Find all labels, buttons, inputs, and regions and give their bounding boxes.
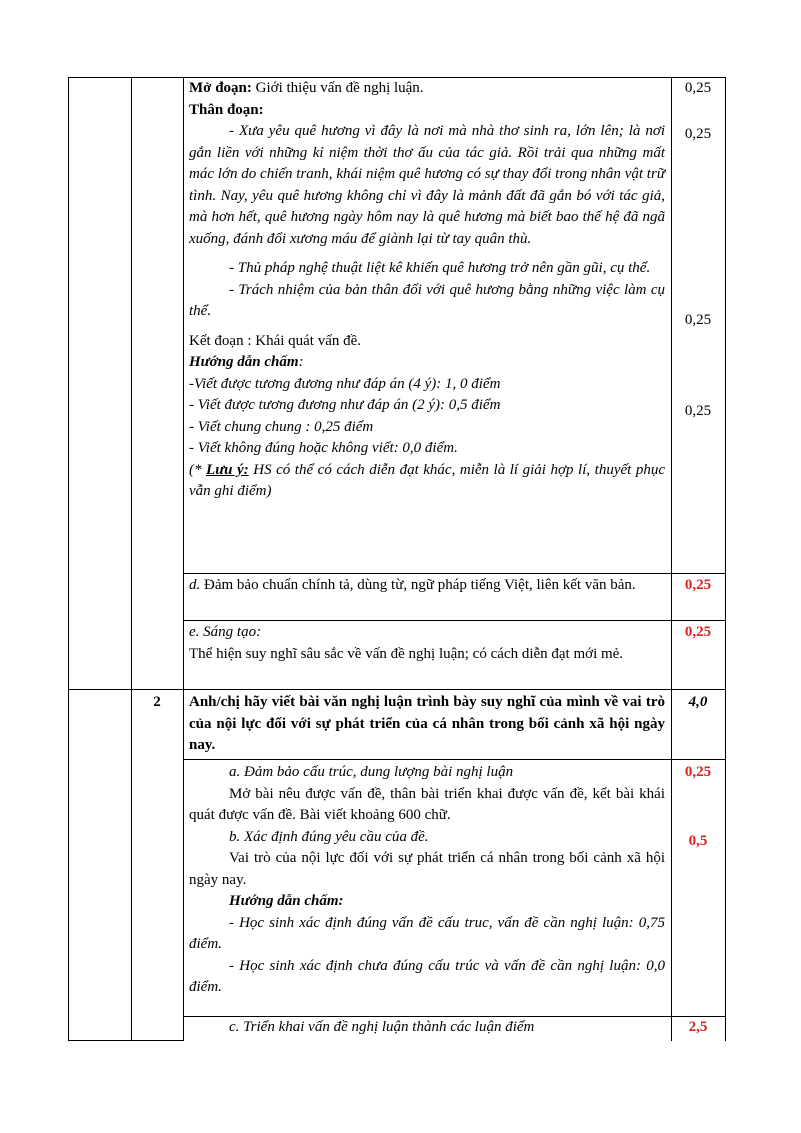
luu-y-label: Lưu ý:: [206, 461, 249, 478]
grading-item-4: - Viết không đúng hoặc không viết: 0,0 điểm.: [189, 440, 458, 456]
mo-doan-line: [189, 78, 665, 100]
grading-item-2: - Viết được tương đương như đáp án (2 ý): 0,5 điểm: [189, 397, 501, 413]
than-doan-paragraph-2: - Thủ pháp nghệ thuật liệt kê khiến quê hương trở nên gần gũi, cụ thể.: [229, 260, 651, 276]
part2-b-score: 0,5: [688, 833, 708, 849]
question-2-score: 4,0: [688, 694, 708, 710]
row-e-text: Thể hiện suy nghĩ sâu sắc về vấn đề nghị luận; có cách diễn đạt mới mẻ.: [189, 645, 624, 662]
huong-dan-heading: [189, 352, 665, 374]
luu-y-prefix: (*: [189, 461, 207, 478]
score-mo-doan: 0,25: [684, 80, 712, 96]
than-doan-label: Thân đoạn:: [189, 101, 264, 118]
row-e-score: 0,25: [684, 624, 712, 640]
row-d-text: Đảm bảo chuẩn chính tả, dùng từ, ngữ pháp tiếng Việt, liên kết văn bản.: [200, 577, 636, 593]
part2-a-text: Mở bài nêu được vấn đề, thân bài triển khai được vấn đề, kết bài khái quát được vấn đề. Bài viết khoảng 600 chữ.: [189, 785, 665, 823]
row-divider-part2: [183, 759, 726, 760]
mo-doan-text: Giới thiệu vấn đề nghị luận.: [251, 80, 424, 96]
part2-grading-item-1: - Học sinh xác định đúng vấn đề cấu truc, vấn đề cần nghị luận: 0,75 điểm.: [189, 914, 665, 952]
part2-a-label: a. Đảm bảo cấu trúc, dung lượng bài nghị luận: [229, 764, 514, 780]
part1-content: [189, 78, 665, 503]
row-e-content: [189, 622, 665, 665]
score-than-doan-2: 0,25: [684, 312, 712, 328]
grading-item-3: - Viết chung chung : 0,25 điểm: [189, 418, 374, 435]
luu-y-text: HS có thể có cách diễn đạt khác, miễn là lí giải hợp lí, thuyết phục vẫn ghi điểm): [189, 461, 665, 499]
mo-doan-label: Mở đoạn:: [189, 80, 252, 96]
row-divider-question2: [68, 689, 726, 690]
grading-item-1: -Viết được tương đương như đáp án (4 ý): 1, 0 điểm: [189, 375, 501, 392]
score-ket-doan: 0,25: [684, 403, 712, 419]
question-2-number: 2: [153, 694, 161, 710]
ket-doan-text: Kết đoạn : Khái quát vấn đề.: [189, 332, 362, 349]
row-d-label: d.: [189, 577, 201, 593]
table-border-bottom-left: [68, 1040, 183, 1041]
than-doan-paragraph-1: - Xưa yêu quê hương vì đây là nơi mà nhà thơ sinh ra, lớn lên; là nơi gắn liền với những kỉ niệm thời thơ ấu của tác giả. Rồi trải qua những mất mác lớn do chiến tranh, khái niệm quê hương có sự thay đổi trong nhân vật trữ tình. Nay, yêu quê hương không chỉ vì đây là mảnh đất đã gắn bó với tác giả, mà hơn hết, quê hương ngày hôm nay là quê hương mà biết bao thế hệ đã ngã xuống, đánh đổi xương máu để giành lại từ tay quân thù.: [189, 123, 665, 247]
table-border-col4: [671, 77, 672, 1041]
row-c-score: 2,5: [688, 1019, 708, 1035]
table-border-left: [68, 77, 69, 1041]
luu-y-note: [189, 460, 665, 503]
part2-grading-item-2: - Học sinh xác định chưa đúng cấu trúc và vấn đề cần nghị luận: 0,0 điểm.: [189, 957, 665, 995]
row-divider-e: [183, 620, 726, 621]
table-border-col2: [131, 77, 132, 1041]
part2-b-label: b. Xác định đúng yêu cầu của đề.: [229, 828, 429, 845]
row-d-content: [189, 575, 665, 597]
than-doan-paragraph-3: - Trách nhiệm của bản thân đối với quê hương bằng những việc làm cụ thể.: [189, 281, 665, 319]
table-border-right: [725, 77, 726, 1041]
row-e-label: e. Sáng tạo:: [189, 624, 262, 640]
part2-a-score: 0,25: [684, 764, 712, 780]
question-2-prompt: Anh/chị hãy viết bài văn nghị luận trình bày suy nghĩ của mình về vai trò của nội lực đối với sự phát triển của cá nhân trong bối cảnh xã hội ngày nay.: [189, 694, 665, 753]
row-c-label: c. Triển khai vấn đề nghị luận thành các luận điểm: [229, 1019, 535, 1035]
row-d-score: 0,25: [684, 577, 712, 593]
score-than-doan-1: 0,25: [684, 126, 712, 142]
part2-b-text: Vai trò của nội lực đối với sự phát triển cá nhân trong bối cảnh xã hội ngày nay.: [189, 850, 665, 888]
table-border-col3: [183, 77, 184, 1041]
huong-dan-label: Hướng dẫn chấm: [189, 354, 299, 370]
part2-grading-label: Hướng dẫn chấm:: [229, 893, 344, 909]
huong-dan-colon: :: [298, 354, 304, 370]
part2-content: [189, 762, 665, 999]
row-divider-d: [183, 573, 726, 574]
